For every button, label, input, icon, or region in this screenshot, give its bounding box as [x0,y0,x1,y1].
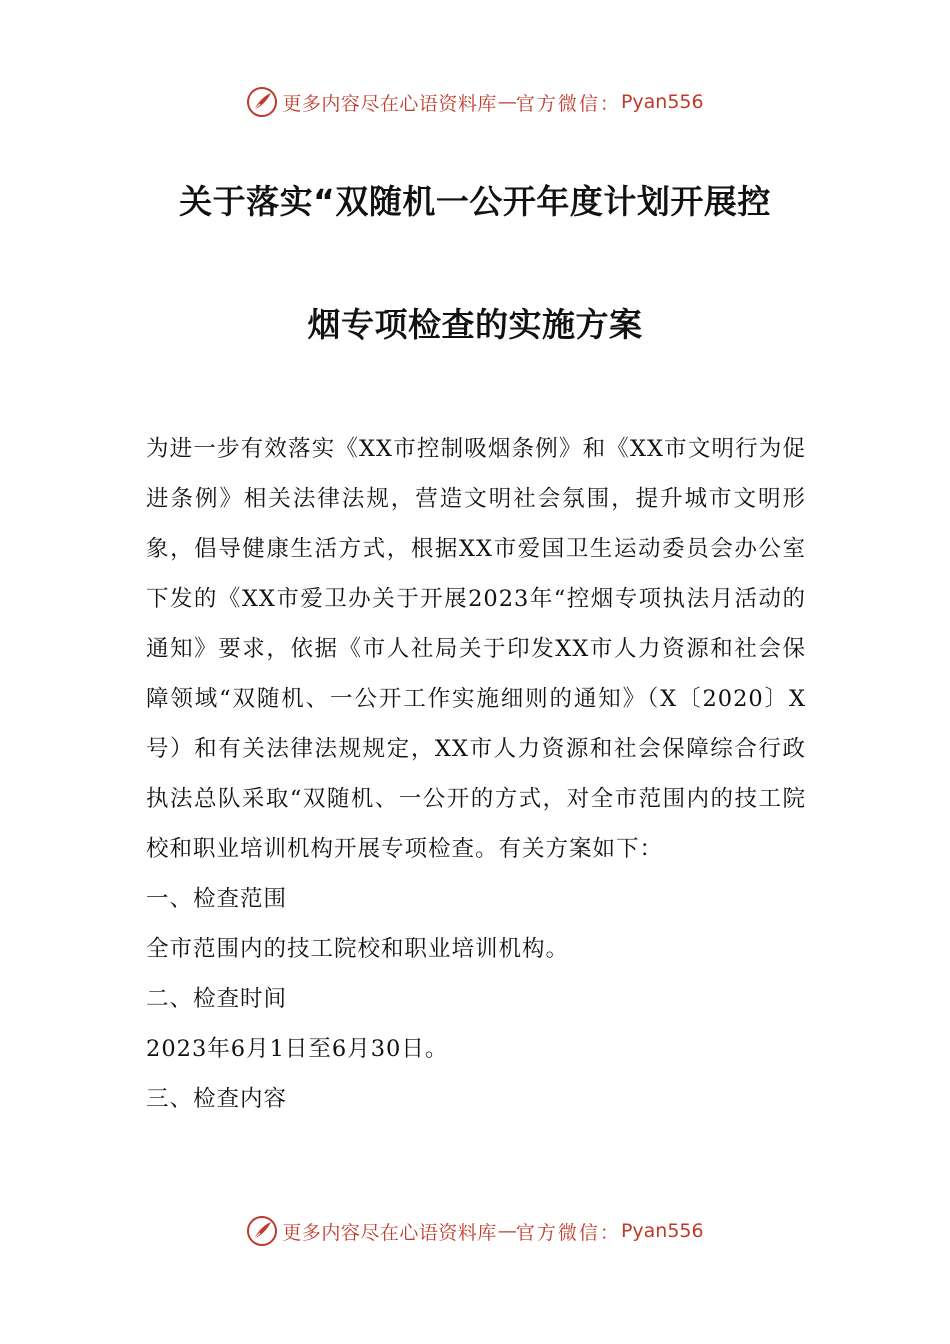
section-1-heading: 一、检查范围 [146,886,288,912]
section-2-heading: 二、检查时间 [146,986,288,1012]
watermark-wechat-label: 官方微信： [515,92,621,115]
watermark-brand: 更多内容尽在心语资料库 [282,92,497,115]
watermark-separator: — [497,91,515,113]
document-title-line-1: 关于落实“双随机一公开年度计划开展控 [179,182,771,221]
section-2-text: 2023年6月1日至6月30日。 [146,1036,449,1062]
document-body [146,424,806,1124]
intro-paragraph: 为进一步有效落实《XX市控制吸烟条例》和《XX市文明行为促进条例》相关法律法规，营造文明社会氛围，提升城市文明形象，倡导健康生活方式，根据XX市爱国卫生运动委员会办公室下发的《XX市爱卫办关于开展2023年“控烟专项执法月活动的通知》要求，依据《市人社局关于印发XX市人力资源和社会保障领域“双随机、一公开工作实施细则的通知》（X〔2020〕X号）和有关法律法规规定，XX市人力资源和社会保障综合行政执法总队采取“双随机、一公开的方式，对全市范围内的技工院校和职业培训机构开展专项检查。有关方案如下： [146,436,806,862]
watermark-wechat-label: 官方微信： [515,1221,621,1244]
watermark-separator: — [497,1220,515,1242]
watermark-banner-bottom [0,1211,950,1251]
watermark-banner-top [0,82,950,122]
watermark-handle: Pyan556 [620,1220,704,1242]
quill-logo-icon [246,86,278,118]
watermark-brand: 更多内容尽在心语资料库 [282,1221,497,1244]
section-3-heading: 三、检查内容 [146,1086,288,1112]
section-1-text: 全市范围内的技工院校和职业培训机构。 [146,936,570,962]
quill-logo-icon [246,1215,278,1247]
watermark-handle: Pyan556 [620,91,704,113]
document-title-line-2: 烟专项检查的实施方案 [307,305,643,344]
